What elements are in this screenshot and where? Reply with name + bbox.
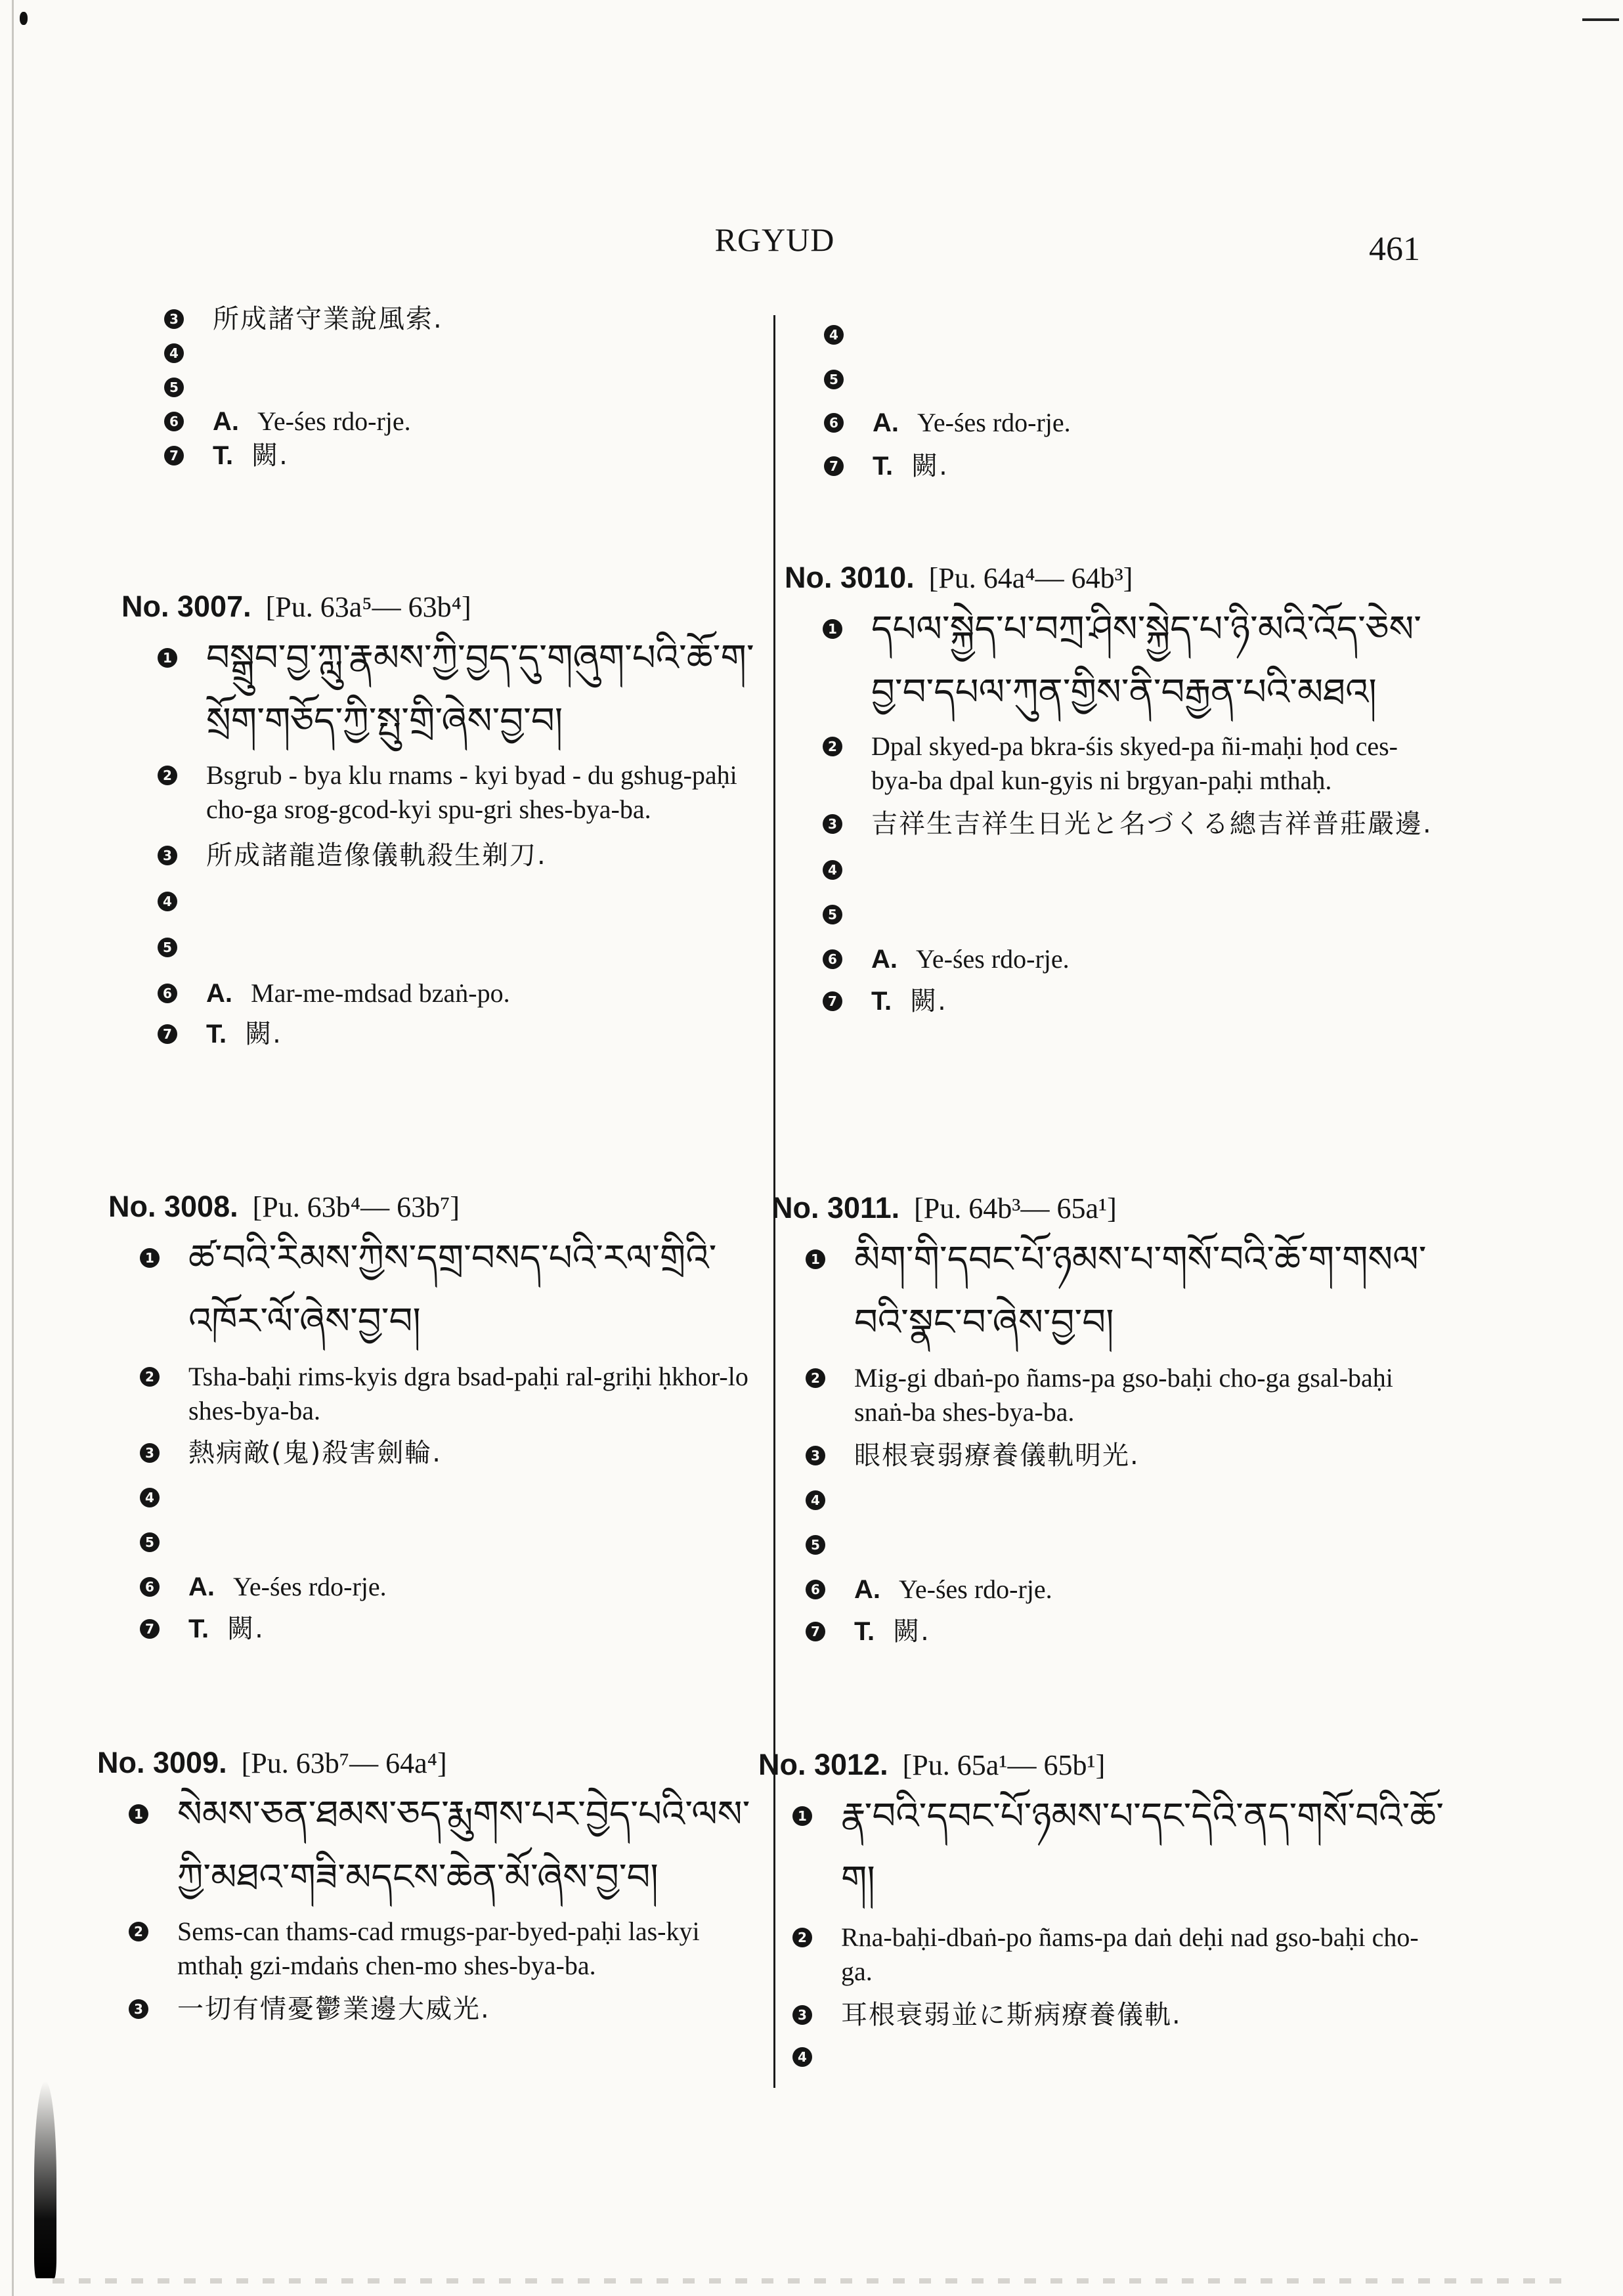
field-number: 2 <box>158 766 177 785</box>
scan-noise <box>53 2278 1563 2284</box>
field-number: 4 <box>806 1490 825 1510</box>
field-number: 1 <box>129 1804 148 1824</box>
field-number: 6 <box>158 984 177 1003</box>
field-3 <box>823 807 1444 841</box>
field-number: 6 <box>140 1577 160 1597</box>
chinese-title: 熱病敵(鬼)殺害劍輪. <box>188 1438 442 1468</box>
field-4 <box>823 853 1444 887</box>
author-name: Ye-śes rdo-rje. <box>917 408 1071 437</box>
field-3 <box>158 838 758 873</box>
field-number: 1 <box>158 648 177 668</box>
field-4 <box>792 2040 1444 2074</box>
transliteration: Mig-gi dbaṅ-po ñams-pa gso-baḥi cho-ga gsal-baḥi snaṅ-ba shes-bya-ba. <box>854 1363 1393 1427</box>
entry-fields <box>771 1228 1444 1649</box>
translator-name: 闕. <box>893 1616 930 1647</box>
field-7 <box>806 1614 1444 1649</box>
chinese-title: 所成諸守業說風索. <box>213 304 443 334</box>
field-number: 4 <box>792 2047 812 2067</box>
field-5 <box>806 1528 1444 1562</box>
field-1 <box>792 1785 1444 1911</box>
field-5 <box>140 1525 758 1559</box>
tibetan-title: སེམས་ཅན་ཐམས་ཅད་རྨུགས་པར་བྱེད་པའི་ལས་ཀྱི་མཐའ་གཟི་མདངས་ཆེན་མོ་ཞེས་བྱ་བ། <box>177 1793 750 1899</box>
field-5 <box>824 362 1415 397</box>
field-5 <box>823 898 1444 932</box>
field-7 <box>158 1017 758 1051</box>
field-3 <box>806 1439 1444 1473</box>
scan-edge <box>12 0 14 2296</box>
tibetan-title: བསྒྲུབ་བྱ་ཀླུ་རྣམས་ཀྱི་བྱད་དུ་གཞུག་པའི་ཆོ་ག་སྲོག་གཅོད་ཀྱི་སྤུ་གྲི་ཞེས་བྱ་བ། <box>206 637 754 743</box>
field-number: 7 <box>824 456 844 476</box>
scan-smudge <box>34 2081 56 2278</box>
field-number: 2 <box>140 1367 160 1387</box>
field-1 <box>823 598 1444 724</box>
entry-reference: [Pu. 63b⁴— 63b⁷] <box>252 1191 460 1223</box>
field-2 <box>158 758 758 827</box>
author-label: A. <box>871 945 898 974</box>
field-number: 6 <box>164 412 184 431</box>
translator-label: T. <box>873 452 894 481</box>
field-1 <box>129 1783 757 1909</box>
field-number: 4 <box>823 860 842 880</box>
field-number: 7 <box>164 446 184 466</box>
entry-number: No. 3007. <box>121 590 251 623</box>
entry-3008 <box>108 1187 758 1646</box>
field-number: 4 <box>140 1488 160 1507</box>
entry-3010 <box>785 558 1444 1018</box>
entry-reference: [Pu. 64b³— 65a¹] <box>914 1192 1117 1224</box>
translator-label: T. <box>213 441 234 470</box>
entry-number: No. 3009. <box>97 1746 227 1779</box>
entry-header <box>121 587 758 627</box>
field-number: 5 <box>158 938 177 957</box>
field-number: 7 <box>158 1024 177 1044</box>
field-number: 7 <box>806 1622 825 1641</box>
field-number: 3 <box>823 814 842 834</box>
field-number: 5 <box>806 1535 825 1555</box>
author-name: Ye-śes rdo-rje. <box>257 406 411 436</box>
entry-number: No. 3010. <box>785 561 915 594</box>
entry-3007 <box>121 587 758 1051</box>
author-name: Mar-me-mdsad bzaṅ-po. <box>251 978 510 1008</box>
tibetan-title: ཚ་བའི་རིམས་ཀྱིས་དགྲ་བསད་པའི་རལ་གྲིའི་འཁོར་ལོ་ཞེས་བྱ་བ། <box>188 1237 717 1343</box>
entry-reference: [Pu. 63a⁵— 63b⁴] <box>265 591 471 623</box>
translator-label: T. <box>854 1617 875 1646</box>
field-number: 7 <box>140 1619 160 1639</box>
field-number: 6 <box>806 1580 825 1599</box>
field-number: 5 <box>823 905 842 924</box>
field-6 <box>140 1570 758 1604</box>
entry-header <box>771 1188 1444 1228</box>
chinese-title: 所成諸龍造像儀軌殺生剃刀. <box>206 840 547 871</box>
chinese-title: 耳根衰弱並に斯病療養儀軌. <box>841 2000 1182 2030</box>
transliteration: Bsgrub - bya klu rnams - kyi byad - du gshug-paḥi cho-ga srog-gcod-kyi spu-gri shes-bya-ba. <box>206 760 737 824</box>
field-6 <box>806 1572 1444 1607</box>
field-2 <box>792 1920 1444 1989</box>
entry-header <box>108 1187 758 1227</box>
field-3 <box>792 1998 1444 2032</box>
translator-label: T. <box>206 1020 227 1049</box>
field-number: 3 <box>792 2005 812 2025</box>
author-label: A. <box>873 408 899 437</box>
field-3 <box>164 302 742 336</box>
field-number: 3 <box>164 309 184 329</box>
author-label: A. <box>854 1575 880 1604</box>
entry-continuation-right <box>824 318 1415 483</box>
field-4 <box>806 1483 1444 1517</box>
transliteration: Tsha-baḥi rims-kyis dgra bsad-paḥi ral-griḥi ḥkhor-lo shes-bya-ba. <box>188 1362 748 1425</box>
field-4 <box>158 884 758 919</box>
field-number: 2 <box>806 1368 825 1388</box>
field-number: 5 <box>164 378 184 397</box>
translator-name: 闕. <box>227 1614 265 1644</box>
chinese-title: 一切有情憂鬱業邊大威光. <box>177 1994 490 2024</box>
field-number: 3 <box>129 1999 148 2019</box>
field-2 <box>140 1360 758 1428</box>
translator-name: 闕. <box>910 986 947 1016</box>
entry-header <box>758 1745 1444 1785</box>
field-3 <box>129 1992 757 2026</box>
field-number: 3 <box>158 846 177 865</box>
chinese-title: 眼根衰弱療養儀軌明光. <box>854 1440 1140 1471</box>
field-number: 1 <box>823 619 842 639</box>
field-7 <box>823 984 1444 1018</box>
field-7 <box>824 449 1415 483</box>
field-5 <box>164 370 742 404</box>
field-5 <box>158 930 758 964</box>
field-number: 5 <box>824 370 844 389</box>
entry-continuation-left <box>164 302 742 473</box>
author-name: Ye-śes rdo-rje. <box>233 1572 387 1601</box>
field-2 <box>806 1361 1444 1429</box>
translator-name: 闕. <box>245 1019 282 1049</box>
field-6 <box>824 406 1415 440</box>
page-number: 461 <box>1369 230 1420 268</box>
author-label: A. <box>188 1572 215 1601</box>
transliteration: Sems-can thams-cad rmugs-par-byed-paḥi las-kyi mthaḥ gzi-mdaṅs chen-mo shes-bya-ba. <box>177 1917 700 1980</box>
entry-reference: [Pu. 63b⁷— 64a⁴] <box>241 1747 447 1779</box>
field-1 <box>806 1228 1444 1354</box>
field-number: 4 <box>164 343 184 363</box>
field-1 <box>158 627 758 753</box>
field-number: 1 <box>140 1248 160 1268</box>
field-number: 2 <box>823 737 842 756</box>
translator-name: 闕. <box>911 451 949 481</box>
author-name: Ye-śes rdo-rje. <box>916 944 1070 974</box>
entry-3011 <box>771 1188 1444 1649</box>
field-2 <box>129 1915 757 1983</box>
transliteration: Rna-baḥi-dbaṅ-po ñams-pa daṅ deḥi nad gso-baḥi cho-ga. <box>841 1922 1419 1986</box>
field-number: 4 <box>158 892 177 911</box>
field-number: 6 <box>824 413 844 433</box>
field-number: 5 <box>140 1532 160 1552</box>
translator-label: T. <box>188 1614 209 1643</box>
field-1 <box>140 1227 758 1353</box>
entry-fields <box>758 1785 1444 2074</box>
field-number: 2 <box>792 1928 812 1947</box>
entry-number: No. 3011. <box>771 1191 900 1224</box>
entry-number: No. 3008. <box>108 1190 238 1223</box>
field-number: 1 <box>792 1806 812 1826</box>
scan-mark <box>1582 18 1619 21</box>
translator-label: T. <box>871 987 892 1016</box>
field-4 <box>164 336 742 370</box>
tibetan-title: རྣ་བའི་དབང་པོ་ཉམས་པ་དང་དེའི་ནད་གསོ་བའི་ཆོ་ག། <box>841 1795 1444 1901</box>
field-number: 1 <box>806 1249 825 1269</box>
field-4 <box>140 1481 758 1515</box>
transliteration: Dpal skyed-pa bkra-śis skyed-pa ñi-maḥi ḥod ces-bya-ba dpal kun-gyis ni brgyan-paḥi mthaḥ. <box>871 731 1398 795</box>
entry-fields <box>108 1227 758 1646</box>
entry-header <box>97 1743 757 1783</box>
field-7 <box>140 1612 758 1646</box>
entry-header <box>785 558 1444 598</box>
field-7 <box>164 439 742 473</box>
field-2 <box>823 729 1444 798</box>
entry-fields <box>121 627 758 1051</box>
author-label: A. <box>213 407 239 436</box>
entry-3012 <box>758 1745 1444 2074</box>
entry-fields <box>97 1783 757 2026</box>
field-6 <box>164 404 742 439</box>
tibetan-title: དཔལ་སྐྱེད་པ་བཀྲ་ཤིས་སྐྱེད་པ་ཉི་མའི་འོད་ཅེས་བྱ་བ་དཔལ་ཀུན་གྱིས་ནི་བརྒྱན་པའི་མཐའ། <box>871 608 1422 714</box>
entry-3009 <box>97 1743 757 2026</box>
field-6 <box>823 942 1444 976</box>
field-4 <box>824 318 1415 352</box>
author-name: Ye-śes rdo-rje. <box>899 1574 1052 1604</box>
field-3 <box>140 1436 758 1470</box>
translator-name: 闕. <box>251 441 289 471</box>
tibetan-title: མིག་གི་དབང་པོ་ཉམས་པ་གསོ་བའི་ཆོ་ག་གསལ་བའི་སྣང་བ་ཞེས་བྱ་བ། <box>854 1238 1427 1344</box>
scan-spot <box>20 12 28 25</box>
chinese-title: 吉祥生吉祥生日光と名づくる總吉祥普莊嚴邊. <box>871 809 1433 839</box>
field-number: 2 <box>129 1922 148 1941</box>
author-label: A. <box>206 979 232 1008</box>
entry-reference: [Pu. 64a⁴— 64b³] <box>928 562 1133 594</box>
field-6 <box>158 976 758 1010</box>
entry-number: No. 3012. <box>758 1748 888 1781</box>
entry-fields <box>785 598 1444 1018</box>
field-number: 3 <box>806 1446 825 1465</box>
running-head: RGYUD <box>714 221 835 258</box>
field-number: 6 <box>823 949 842 969</box>
field-number: 4 <box>824 325 844 345</box>
field-number: 3 <box>140 1443 160 1463</box>
field-number: 7 <box>823 991 842 1011</box>
entry-reference: [Pu. 65a¹— 65b¹] <box>902 1749 1106 1781</box>
